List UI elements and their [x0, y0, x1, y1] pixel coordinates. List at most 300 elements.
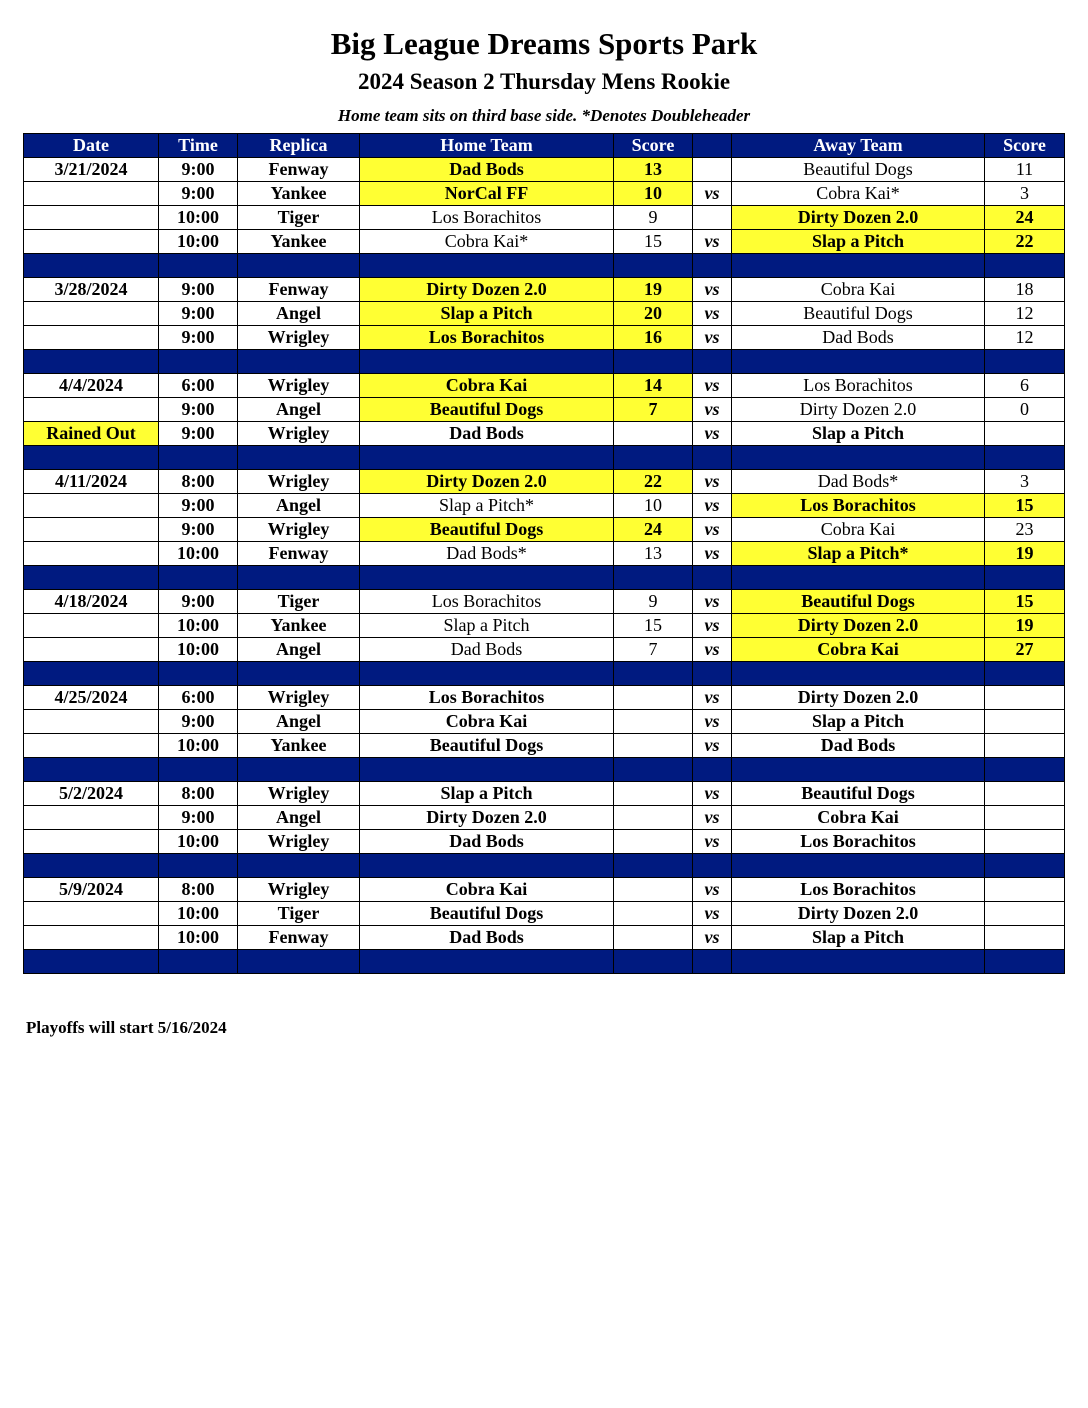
spacer-cell — [24, 254, 159, 278]
game-row — [24, 734, 1065, 758]
home-team-cell: Los Borachitos — [360, 590, 614, 614]
spacer-cell — [614, 950, 693, 974]
home-team-cell: Cobra Kai — [360, 374, 614, 398]
game-row — [24, 374, 1065, 398]
vs-cell: vs — [693, 830, 732, 854]
spacer-cell — [732, 662, 985, 686]
home-score-cell — [614, 734, 693, 758]
game-row — [24, 182, 1065, 206]
spacer-cell — [360, 950, 614, 974]
away-score-cell: 3 — [985, 182, 1065, 206]
col-header-away-team: Away Team — [732, 134, 985, 158]
game-row — [24, 638, 1065, 662]
game-row — [24, 470, 1065, 494]
time-cell: 10:00 — [159, 926, 238, 950]
replica-cell: Angel — [238, 638, 360, 662]
replica-cell: Wrigley — [238, 830, 360, 854]
col-header-home-score: Score — [614, 134, 693, 158]
home-team-cell: Dad Bods* — [360, 542, 614, 566]
time-cell: 9:00 — [159, 182, 238, 206]
home-score-cell — [614, 686, 693, 710]
replica-cell: Wrigley — [238, 470, 360, 494]
home-team-cell: Cobra Kai — [360, 710, 614, 734]
col-header-time: Time — [159, 134, 238, 158]
away-team-cell: Dad Bods — [732, 326, 985, 350]
spacer-cell — [732, 854, 985, 878]
replica-cell: Wrigley — [238, 878, 360, 902]
home-score-cell — [614, 902, 693, 926]
spacer-cell — [238, 662, 360, 686]
away-team-cell: Cobra Kai — [732, 806, 985, 830]
replica-cell: Wrigley — [238, 782, 360, 806]
spacer-cell — [360, 254, 614, 278]
spacer-cell — [693, 758, 732, 782]
away-team-cell: Los Borachitos — [732, 878, 985, 902]
spacer-cell — [614, 662, 693, 686]
away-team-cell: Beautiful Dogs — [732, 782, 985, 806]
away-score-cell: 22 — [985, 230, 1065, 254]
replica-cell: Yankee — [238, 734, 360, 758]
away-team-cell: Dirty Dozen 2.0 — [732, 614, 985, 638]
home-score-cell — [614, 878, 693, 902]
home-score-cell: 15 — [614, 614, 693, 638]
vs-cell: vs — [693, 302, 732, 326]
game-row — [24, 542, 1065, 566]
away-score-cell — [985, 806, 1065, 830]
game-row — [24, 422, 1065, 446]
away-score-cell: 6 — [985, 374, 1065, 398]
spacer-cell — [159, 254, 238, 278]
time-cell: 6:00 — [159, 374, 238, 398]
away-score-cell: 23 — [985, 518, 1065, 542]
time-cell: 9:00 — [159, 302, 238, 326]
date-cell — [24, 806, 159, 830]
date-cell — [24, 326, 159, 350]
spacer-cell — [159, 854, 238, 878]
vs-cell: vs — [693, 470, 732, 494]
spacer-cell — [360, 350, 614, 374]
replica-cell: Yankee — [238, 614, 360, 638]
spacer-cell — [360, 566, 614, 590]
date-cell: 5/9/2024 — [24, 878, 159, 902]
date-cell — [24, 638, 159, 662]
spacer-cell — [732, 950, 985, 974]
away-score-cell: 19 — [985, 542, 1065, 566]
game-row — [24, 830, 1065, 854]
spacer-cell — [985, 758, 1065, 782]
away-team-cell: Los Borachitos — [732, 374, 985, 398]
home-score-cell — [614, 926, 693, 950]
date-cell — [24, 902, 159, 926]
replica-cell: Fenway — [238, 278, 360, 302]
date-cell: Rained Out — [24, 422, 159, 446]
replica-cell: Angel — [238, 710, 360, 734]
time-cell: 8:00 — [159, 782, 238, 806]
away-score-cell — [985, 422, 1065, 446]
vs-cell: vs — [693, 734, 732, 758]
page-subtitle: 2024 Season 2 Thursday Mens Rookie — [357, 69, 731, 94]
spacer-row — [24, 566, 1065, 590]
away-score-cell — [985, 710, 1065, 734]
time-cell: 10:00 — [159, 614, 238, 638]
home-score-cell: 15 — [614, 230, 693, 254]
spacer-cell — [614, 254, 693, 278]
home-team-cell: Slap a Pitch — [360, 782, 614, 806]
home-team-cell: Slap a Pitch — [360, 302, 614, 326]
spacer-cell — [693, 854, 732, 878]
spacer-cell — [360, 662, 614, 686]
spacer-cell — [614, 566, 693, 590]
spacer-cell — [24, 446, 159, 470]
vs-cell: vs — [693, 686, 732, 710]
home-score-cell: 9 — [614, 590, 693, 614]
home-team-cell: Beautiful Dogs — [360, 398, 614, 422]
home-team-cell: Dad Bods — [360, 638, 614, 662]
date-cell — [24, 830, 159, 854]
home-team-cell: Dad Bods — [360, 422, 614, 446]
away-score-cell — [985, 902, 1065, 926]
home-score-cell: 19 — [614, 278, 693, 302]
away-team-cell: Los Borachitos — [732, 830, 985, 854]
time-cell: 9:00 — [159, 518, 238, 542]
spacer-cell — [985, 854, 1065, 878]
home-score-cell — [614, 806, 693, 830]
home-score-cell: 7 — [614, 638, 693, 662]
replica-cell: Wrigley — [238, 686, 360, 710]
away-score-cell — [985, 782, 1065, 806]
away-score-cell: 12 — [985, 326, 1065, 350]
time-cell: 8:00 — [159, 878, 238, 902]
game-row — [24, 494, 1065, 518]
home-score-cell — [614, 830, 693, 854]
game-row — [24, 902, 1065, 926]
vs-cell — [693, 206, 732, 230]
date-cell — [24, 926, 159, 950]
spacer-cell — [732, 350, 985, 374]
away-team-cell: Dad Bods — [732, 734, 985, 758]
away-score-cell: 24 — [985, 206, 1065, 230]
time-cell: 9:00 — [159, 326, 238, 350]
spacer-cell — [159, 446, 238, 470]
away-team-cell: Cobra Kai — [732, 638, 985, 662]
spacer-cell — [24, 350, 159, 374]
away-team-cell: Slap a Pitch — [732, 230, 985, 254]
spacer-cell — [238, 950, 360, 974]
spacer-cell — [732, 758, 985, 782]
game-row — [24, 614, 1065, 638]
spacer-row — [24, 662, 1065, 686]
vs-cell: vs — [693, 230, 732, 254]
home-team-cell: Dad Bods — [360, 830, 614, 854]
away-team-cell: Cobra Kai* — [732, 182, 985, 206]
vs-cell: vs — [693, 374, 732, 398]
away-team-cell: Dirty Dozen 2.0 — [732, 206, 985, 230]
time-cell: 10:00 — [159, 638, 238, 662]
home-team-cell: Slap a Pitch* — [360, 494, 614, 518]
spacer-cell — [24, 566, 159, 590]
away-team-cell: Slap a Pitch — [732, 926, 985, 950]
time-cell: 9:00 — [159, 590, 238, 614]
spacer-cell — [985, 350, 1065, 374]
col-header-vs — [693, 134, 732, 158]
home-score-cell: 14 — [614, 374, 693, 398]
col-header-away-score: Score — [985, 134, 1065, 158]
home-team-cell: Beautiful Dogs — [360, 518, 614, 542]
replica-cell: Angel — [238, 302, 360, 326]
spacer-cell — [159, 758, 238, 782]
home-team-cell: Los Borachitos — [360, 686, 614, 710]
game-row — [24, 686, 1065, 710]
spacer-row — [24, 254, 1065, 278]
date-cell — [24, 230, 159, 254]
replica-cell: Wrigley — [238, 326, 360, 350]
spacer-cell — [693, 950, 732, 974]
away-team-cell: Beautiful Dogs — [732, 590, 985, 614]
home-score-cell: 10 — [614, 494, 693, 518]
spacer-cell — [614, 854, 693, 878]
away-team-cell: Beautiful Dogs — [732, 302, 985, 326]
time-cell: 9:00 — [159, 422, 238, 446]
date-cell — [24, 710, 159, 734]
home-score-cell: 13 — [614, 158, 693, 182]
date-cell: 4/4/2024 — [24, 374, 159, 398]
game-row — [24, 158, 1065, 182]
spacer-cell — [24, 758, 159, 782]
time-cell: 10:00 — [159, 830, 238, 854]
game-row — [24, 302, 1065, 326]
vs-cell: vs — [693, 518, 732, 542]
time-cell: 9:00 — [159, 806, 238, 830]
home-team-cell: Beautiful Dogs — [360, 902, 614, 926]
col-header-home-team: Home Team — [360, 134, 614, 158]
spacer-cell — [360, 758, 614, 782]
spacer-cell — [732, 254, 985, 278]
home-team-cell: Los Borachitos — [360, 326, 614, 350]
time-cell: 10:00 — [159, 902, 238, 926]
vs-cell: vs — [693, 806, 732, 830]
game-row — [24, 518, 1065, 542]
spacer-cell — [614, 350, 693, 374]
vs-cell: vs — [693, 182, 732, 206]
time-cell: 10:00 — [159, 542, 238, 566]
vs-cell: vs — [693, 590, 732, 614]
game-row — [24, 926, 1065, 950]
time-cell: 9:00 — [159, 398, 238, 422]
away-team-cell: Dirty Dozen 2.0 — [732, 398, 985, 422]
away-team-cell: Los Borachitos — [732, 494, 985, 518]
replica-cell: Fenway — [238, 926, 360, 950]
spacer-cell — [732, 566, 985, 590]
vs-cell: vs — [693, 494, 732, 518]
replica-cell: Fenway — [238, 158, 360, 182]
date-cell — [24, 614, 159, 638]
home-score-cell: 10 — [614, 182, 693, 206]
away-score-cell: 15 — [985, 590, 1065, 614]
away-score-cell: 27 — [985, 638, 1065, 662]
game-row — [24, 230, 1065, 254]
game-row — [24, 206, 1065, 230]
spacer-cell — [614, 758, 693, 782]
spacer-row — [24, 950, 1065, 974]
game-row — [24, 710, 1065, 734]
vs-cell: vs — [693, 542, 732, 566]
spacer-cell — [238, 254, 360, 278]
spacer-cell — [238, 446, 360, 470]
away-score-cell: 0 — [985, 398, 1065, 422]
home-score-cell: 9 — [614, 206, 693, 230]
vs-cell: vs — [693, 926, 732, 950]
time-cell: 9:00 — [159, 278, 238, 302]
date-cell — [24, 302, 159, 326]
time-cell: 8:00 — [159, 470, 238, 494]
home-team-cell: Dad Bods — [360, 926, 614, 950]
vs-cell: vs — [693, 710, 732, 734]
away-team-cell: Dirty Dozen 2.0 — [732, 686, 985, 710]
spacer-cell — [159, 566, 238, 590]
away-score-cell: 15 — [985, 494, 1065, 518]
home-score-cell — [614, 710, 693, 734]
replica-cell: Tiger — [238, 206, 360, 230]
game-row — [24, 878, 1065, 902]
col-header-replica: Replica — [238, 134, 360, 158]
schedule-table — [23, 133, 1065, 974]
home-score-cell: 20 — [614, 302, 693, 326]
col-header-date: Date — [24, 134, 159, 158]
replica-cell: Fenway — [238, 542, 360, 566]
away-team-cell: Cobra Kai — [732, 518, 985, 542]
playoffs-note: Playoffs will start 5/16/2024 — [26, 1018, 227, 1037]
spacer-cell — [693, 566, 732, 590]
replica-cell: Wrigley — [238, 374, 360, 398]
date-cell — [24, 734, 159, 758]
home-score-cell: 7 — [614, 398, 693, 422]
game-row — [24, 326, 1065, 350]
date-cell — [24, 398, 159, 422]
vs-cell: vs — [693, 326, 732, 350]
spacer-cell — [238, 566, 360, 590]
home-team-cell: Dad Bods — [360, 158, 614, 182]
spacer-cell — [24, 950, 159, 974]
away-score-cell: 11 — [985, 158, 1065, 182]
spacer-cell — [985, 446, 1065, 470]
spacer-cell — [985, 566, 1065, 590]
vs-cell: vs — [693, 902, 732, 926]
away-team-cell: Cobra Kai — [732, 278, 985, 302]
away-team-cell: Slap a Pitch — [732, 710, 985, 734]
spacer-cell — [159, 950, 238, 974]
vs-cell: vs — [693, 614, 732, 638]
game-row — [24, 782, 1065, 806]
time-cell: 10:00 — [159, 230, 238, 254]
time-cell: 9:00 — [159, 158, 238, 182]
time-cell: 10:00 — [159, 734, 238, 758]
home-team-cell: Slap a Pitch — [360, 614, 614, 638]
spacer-cell — [360, 446, 614, 470]
game-row — [24, 806, 1065, 830]
spacer-cell — [985, 254, 1065, 278]
spacer-cell — [159, 350, 238, 374]
date-cell: 4/11/2024 — [24, 470, 159, 494]
home-score-cell: 24 — [614, 518, 693, 542]
home-team-cell: Dirty Dozen 2.0 — [360, 806, 614, 830]
home-score-cell: 22 — [614, 470, 693, 494]
vs-cell: vs — [693, 638, 732, 662]
home-team-cell: Beautiful Dogs — [360, 734, 614, 758]
page-note: Home team sits on third base side. *Denotes Doubleheader — [337, 106, 751, 125]
replica-cell: Yankee — [238, 230, 360, 254]
spacer-row — [24, 854, 1065, 878]
replica-cell: Angel — [238, 398, 360, 422]
away-team-cell: Slap a Pitch* — [732, 542, 985, 566]
replica-cell: Angel — [238, 494, 360, 518]
spacer-cell — [693, 350, 732, 374]
spacer-cell — [985, 950, 1065, 974]
away-team-cell: Dirty Dozen 2.0 — [732, 902, 985, 926]
away-team-cell: Beautiful Dogs — [732, 158, 985, 182]
date-cell — [24, 182, 159, 206]
away-score-cell: 19 — [985, 614, 1065, 638]
spacer-cell — [693, 254, 732, 278]
away-score-cell: 18 — [985, 278, 1065, 302]
header-row — [24, 134, 1065, 158]
away-score-cell: 3 — [985, 470, 1065, 494]
date-cell: 4/25/2024 — [24, 686, 159, 710]
home-team-cell: Dirty Dozen 2.0 — [360, 470, 614, 494]
away-score-cell: 12 — [985, 302, 1065, 326]
away-score-cell — [985, 830, 1065, 854]
spacer-cell — [159, 662, 238, 686]
spacer-row — [24, 350, 1065, 374]
vs-cell: vs — [693, 422, 732, 446]
time-cell: 10:00 — [159, 206, 238, 230]
spacer-cell — [693, 446, 732, 470]
date-cell — [24, 518, 159, 542]
spacer-cell — [693, 662, 732, 686]
time-cell: 6:00 — [159, 686, 238, 710]
page-title: Big League Dreams Sports Park — [330, 26, 758, 61]
replica-cell: Tiger — [238, 590, 360, 614]
home-score-cell — [614, 422, 693, 446]
spacer-cell — [360, 854, 614, 878]
game-row — [24, 590, 1065, 614]
replica-cell: Tiger — [238, 902, 360, 926]
vs-cell: vs — [693, 278, 732, 302]
replica-cell: Wrigley — [238, 422, 360, 446]
replica-cell: Angel — [238, 806, 360, 830]
home-team-cell: Los Borachitos — [360, 206, 614, 230]
home-score-cell: 16 — [614, 326, 693, 350]
home-score-cell — [614, 782, 693, 806]
spacer-cell — [24, 854, 159, 878]
time-cell: 9:00 — [159, 710, 238, 734]
game-row — [24, 398, 1065, 422]
replica-cell: Yankee — [238, 182, 360, 206]
date-cell: 3/21/2024 — [24, 158, 159, 182]
date-cell — [24, 542, 159, 566]
away-score-cell — [985, 926, 1065, 950]
home-team-cell: NorCal FF — [360, 182, 614, 206]
date-cell — [24, 494, 159, 518]
spacer-cell — [732, 446, 985, 470]
spacer-cell — [238, 854, 360, 878]
home-team-cell: Cobra Kai — [360, 878, 614, 902]
spacer-cell — [238, 758, 360, 782]
replica-cell: Wrigley — [238, 518, 360, 542]
away-score-cell — [985, 878, 1065, 902]
spacer-row — [24, 758, 1065, 782]
away-team-cell: Slap a Pitch — [732, 422, 985, 446]
vs-cell: vs — [693, 398, 732, 422]
